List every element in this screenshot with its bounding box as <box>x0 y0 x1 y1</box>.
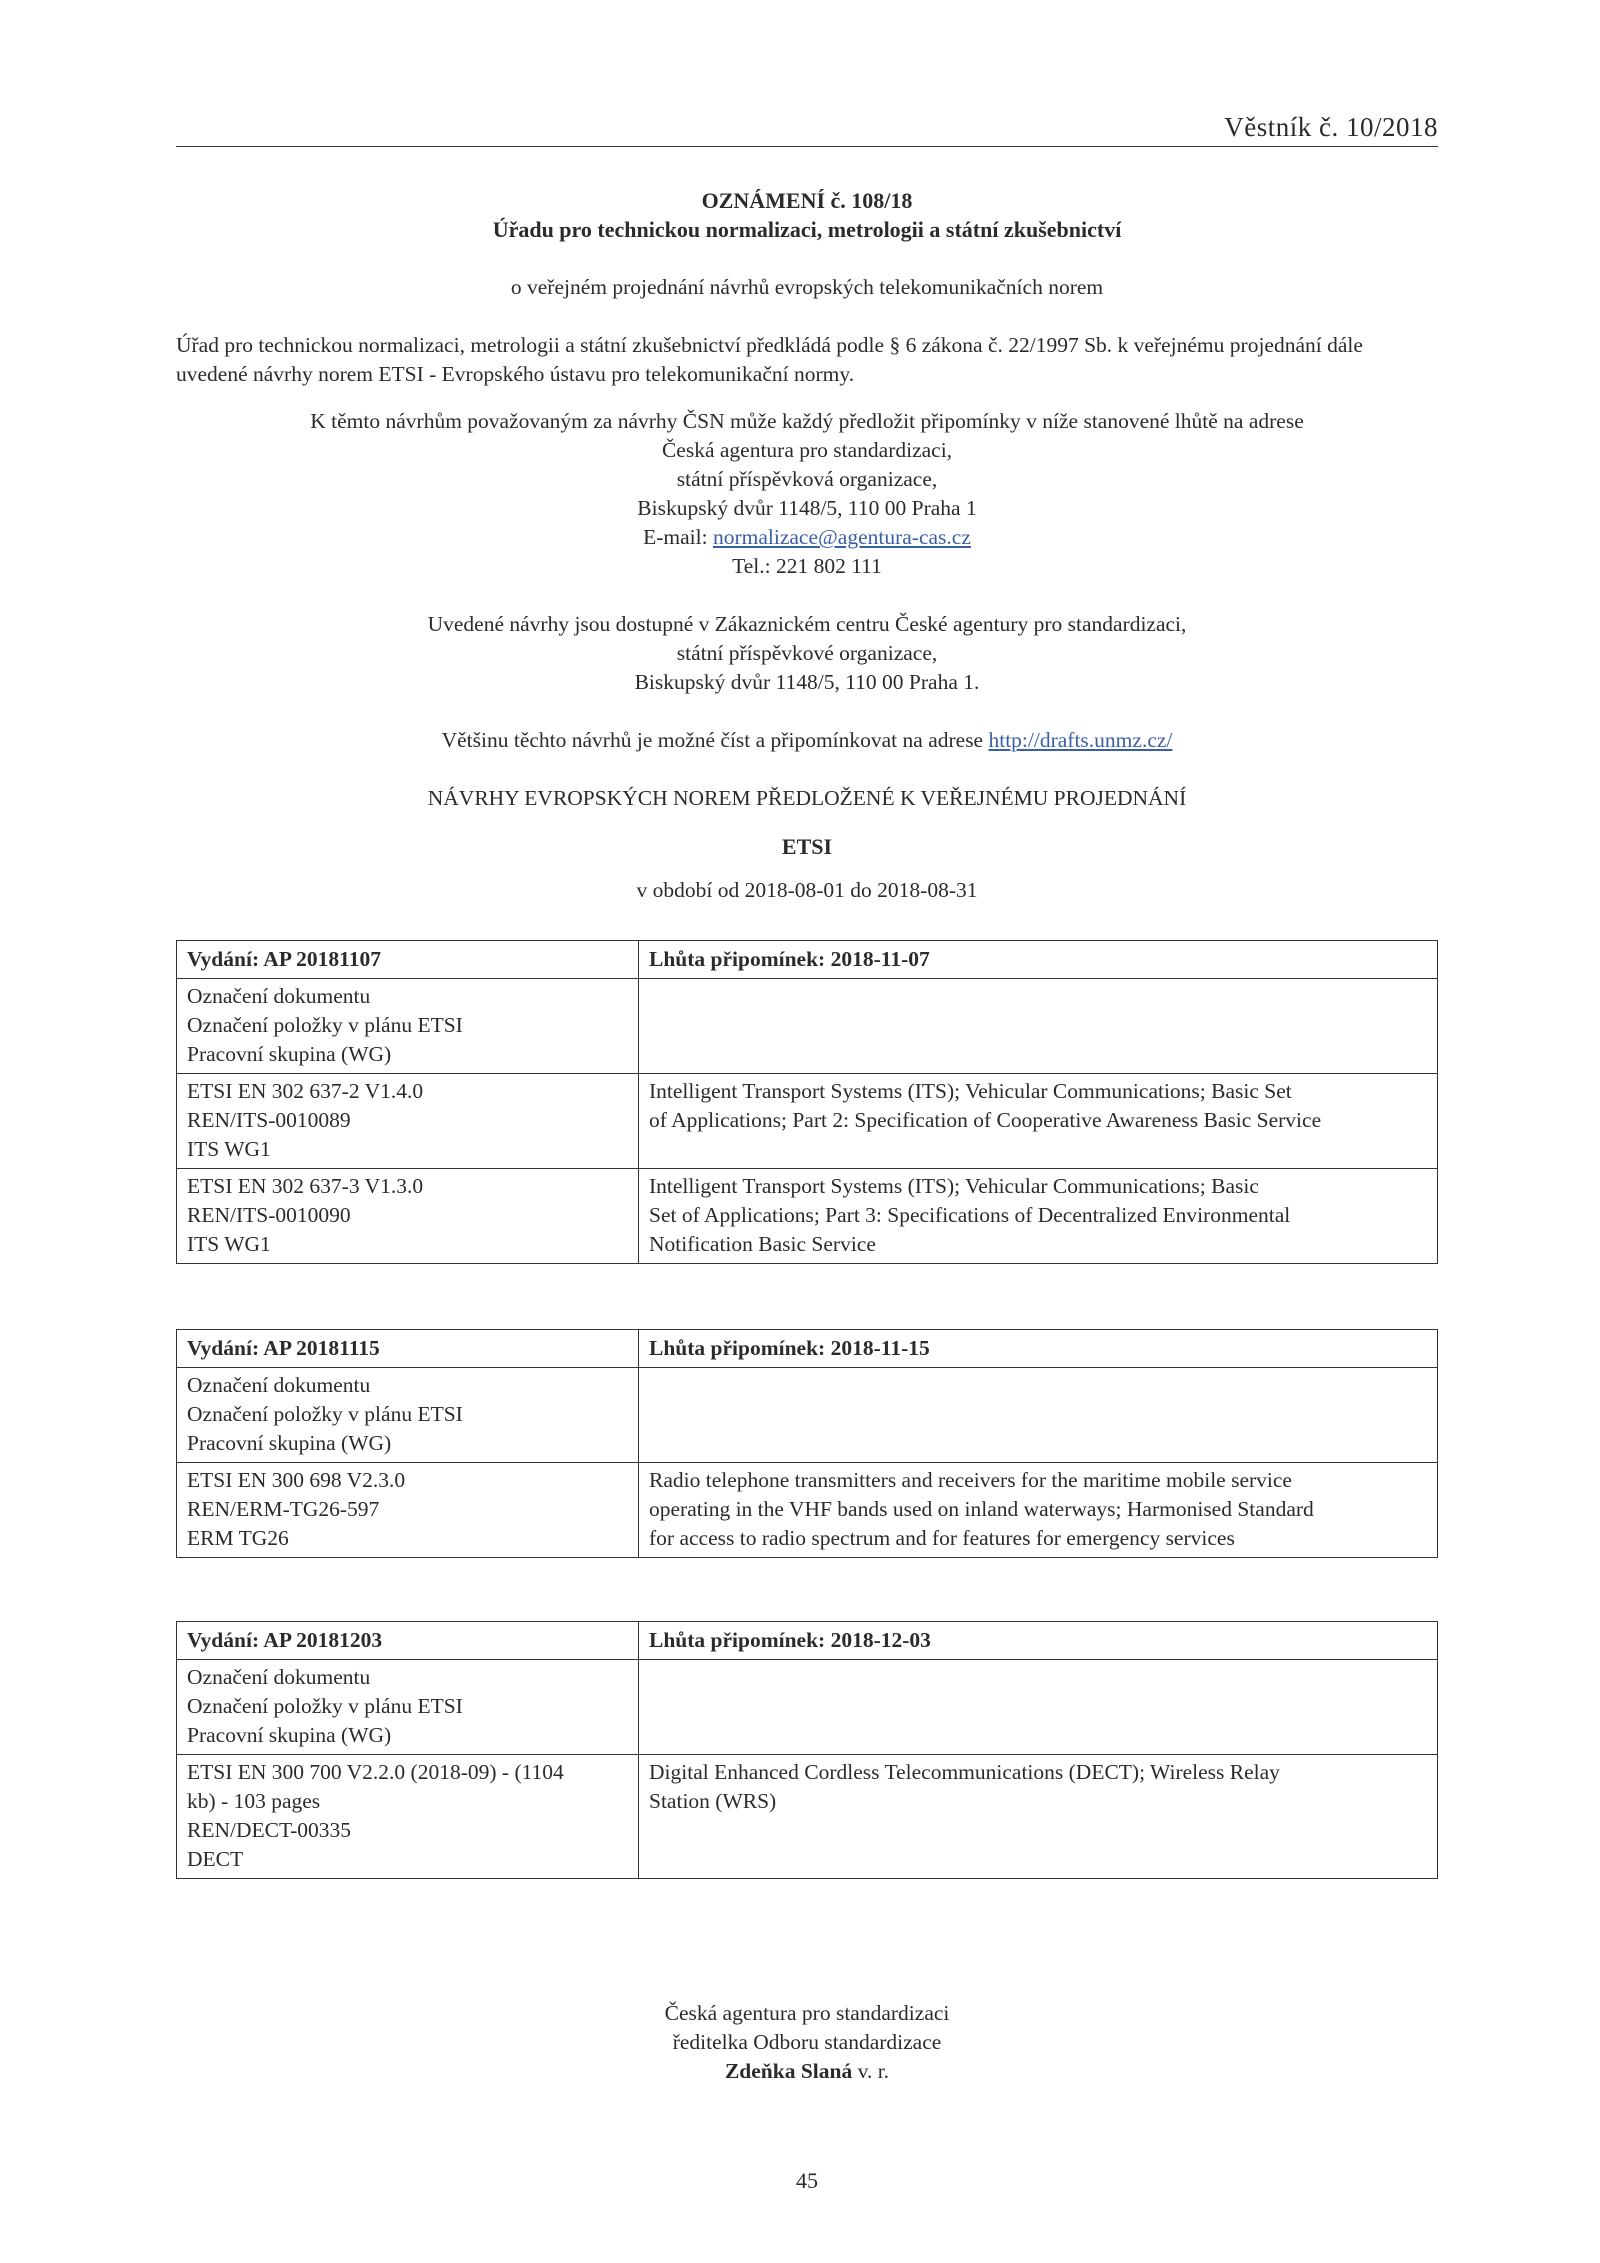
working-group: ITS WG1 <box>187 1232 271 1256</box>
issue-cell: Vydání: AP 20181203 <box>177 1622 639 1660</box>
email-label: E-mail: <box>643 525 713 549</box>
legend-plan-item: Označení položky v plánu ETSI <box>187 1694 463 1718</box>
availability-line-1: Uvedené návrhy jsou dostupné v Zákaznickém centru České agentury pro standardizaci, <box>427 612 1187 636</box>
legend-row <box>177 1368 1438 1463</box>
notice-authority: Úřadu pro technickou normalizaci, metrologii a státní zkušebnictví <box>492 217 1122 242</box>
email-link[interactable]: normalizace@agentura-cas.cz <box>712 525 971 549</box>
period-line: v období od 2018-08-01 do 2018-08-31 <box>636 878 978 902</box>
issue-table-2 <box>176 1329 1438 1558</box>
legend-empty-cell <box>639 1660 1438 1755</box>
document-id: ETSI EN 302 637-3 V1.3.0 <box>187 1174 424 1198</box>
plan-item-id: REN/DECT-00335 <box>187 1818 352 1842</box>
legend-row <box>177 979 1438 1074</box>
deadline-cell: Lhůta připomínek: 2018-12-03 <box>639 1622 1438 1660</box>
issue-cell: Vydání: AP 20181107 <box>177 941 639 979</box>
legend-cell <box>177 979 639 1074</box>
working-group: ERM TG26 <box>187 1526 289 1550</box>
availability-block <box>176 610 1438 697</box>
table-header-row <box>177 1622 1438 1660</box>
journal-title: Věstník č. 10/2018 <box>1224 112 1438 142</box>
availability-line-3: Biskupský dvůr 1148/5, 110 00 Praha 1. <box>634 670 980 694</box>
notice-subtitle: o veřejném projednání návrhů evropských telekomunikačních norem <box>510 275 1104 299</box>
signature-name-line <box>176 2057 1438 2086</box>
document-id: ETSI EN 302 637-2 V1.4.0 <box>187 1079 424 1103</box>
document-title-cell <box>639 1463 1438 1558</box>
legend-plan-item: Označení položky v plánu ETSI <box>187 1402 463 1426</box>
issue-table-3 <box>176 1621 1438 1879</box>
document-id-continued: kb) - 103 pages <box>187 1789 321 1813</box>
document-title-line: Intelligent Transport Systems (ITS); Vehicular Communications; Basic <box>649 1174 1259 1198</box>
document-title-line: of Applications; Part 2: Specification of Cooperative Awareness Basic Service <box>649 1108 1322 1132</box>
document-title-line: Set of Applications; Part 3: Specifications of Decentralized Environmental <box>649 1203 1291 1227</box>
online-text: Většinu těchto návrhů je možné číst a připomínkovat na adrese <box>441 728 989 752</box>
email-line <box>176 523 1438 552</box>
document-title-line: operating in the VHF bands used on inland waterways; Harmonised Standard <box>649 1497 1314 1521</box>
table-row <box>177 1169 1438 1264</box>
document-title-line: Notification Basic Service <box>649 1232 876 1256</box>
document-title-cell <box>639 1755 1438 1879</box>
table-row <box>177 1463 1438 1558</box>
phone-line: Tel.: 221 802 111 <box>732 554 882 578</box>
legend-plan-item: Označení položky v plánu ETSI <box>187 1013 463 1037</box>
plan-item-id: REN/ITS-0010089 <box>187 1108 351 1132</box>
document-title-line: Intelligent Transport Systems (ITS); Vehicular Communications; Basic Set <box>649 1079 1292 1103</box>
availability-line-2: státní příspěvkové organizace, <box>676 641 938 665</box>
page-header <box>176 112 1438 147</box>
legend-working-group: Pracovní skupina (WG) <box>187 1431 392 1455</box>
legend-empty-cell <box>639 1368 1438 1463</box>
legend-empty-cell <box>639 979 1438 1074</box>
org-heading: ETSI <box>781 834 833 859</box>
issue-table-1 <box>176 940 1438 1264</box>
deadline-cell: Lhůta připomínek: 2018-11-07 <box>639 941 1438 979</box>
plan-item-id: REN/ERM-TG26-597 <box>187 1497 380 1521</box>
legend-working-group: Pracovní skupina (WG) <box>187 1042 392 1066</box>
drafts-link[interactable]: http://drafts.unmz.cz/ <box>988 728 1173 752</box>
document-id-cell <box>177 1074 639 1169</box>
legend-doc-id: Označení dokumentu <box>187 1665 371 1689</box>
document-title-cell <box>639 1074 1438 1169</box>
document-title-line: Digital Enhanced Cordless Telecommunications (DECT); Wireless Relay <box>649 1760 1280 1784</box>
issue-cell: Vydání: AP 20181115 <box>177 1330 639 1368</box>
legend-doc-id: Označení dokumentu <box>187 984 371 1008</box>
document-title-cell <box>639 1169 1438 1264</box>
deadline-cell: Lhůta připomínek: 2018-11-15 <box>639 1330 1438 1368</box>
document-title-line: Radio telephone transmitters and receivers for the maritime mobile service <box>649 1468 1292 1492</box>
document-id-cell <box>177 1463 639 1558</box>
document-title-line: for access to radio spectrum and for features for emergency services <box>649 1526 1235 1550</box>
address-line-1: Česká agentura pro standardizaci, <box>661 438 953 462</box>
comments-intro: K těmto návrhům považovaným za návrhy ČSN může každý předložit připomínky v níže stanovené lhůtě na adrese <box>310 409 1304 433</box>
comments-address-block <box>176 407 1438 581</box>
legend-row <box>177 1660 1438 1755</box>
notice-title: OZNÁMENÍ č. 108/18 <box>701 188 913 213</box>
online-access-line <box>176 726 1438 755</box>
signature-suffix: v. r. <box>852 2059 890 2083</box>
plan-item-id: REN/ITS-0010090 <box>187 1203 351 1227</box>
signature-name: Zdeňka Slaná <box>724 2059 853 2083</box>
table-row <box>177 1074 1438 1169</box>
document-id-cell <box>177 1755 639 1879</box>
intro-paragraph: Úřad pro technickou normalizaci, metrologii a státní zkušebnictví předkládá podle § 6 zákona č. 22/1997 Sb. k veřejnému projednání dále uvedené návrhy norem ETSI - Evropského ústavu pro telekomunikační normy. <box>176 333 1363 386</box>
signature-org: Česká agentura pro standardizaci <box>664 2001 950 2025</box>
table-header-row <box>177 1330 1438 1368</box>
signature-block <box>176 1999 1438 2086</box>
legend-cell <box>177 1368 639 1463</box>
address-line-3: Biskupský dvůr 1148/5, 110 00 Praha 1 <box>637 496 977 520</box>
address-line-2: státní příspěvková organizace, <box>676 467 938 491</box>
page-number: 45 <box>796 2168 818 2193</box>
table-header-row <box>177 941 1438 979</box>
document-id: ETSI EN 300 700 V2.2.0 (2018-09) - (1104 <box>187 1760 564 1784</box>
working-group: DECT <box>187 1847 244 1871</box>
legend-cell <box>177 1660 639 1755</box>
document-title-line: Station (WRS) <box>649 1789 777 1813</box>
legend-doc-id: Označení dokumentu <box>187 1373 371 1397</box>
document-id-cell <box>177 1169 639 1264</box>
signature-role: ředitelka Odboru standardizace <box>672 2030 942 2054</box>
table-row <box>177 1755 1438 1879</box>
working-group: ITS WG1 <box>187 1137 271 1161</box>
legend-working-group: Pracovní skupina (WG) <box>187 1723 392 1747</box>
document-id: ETSI EN 300 698 V2.3.0 <box>187 1468 406 1492</box>
section-title: NÁVRHY EVROPSKÝCH NOREM PŘEDLOŽENÉ K VEŘEJNÉMU PROJEDNÁNÍ <box>427 786 1187 810</box>
